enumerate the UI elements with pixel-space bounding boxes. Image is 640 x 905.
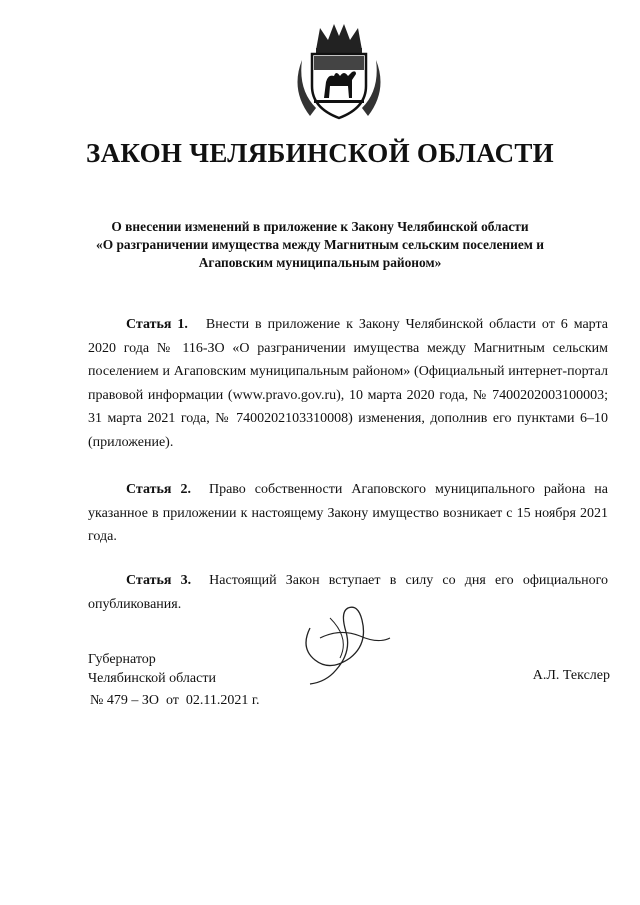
article-text: Настоящий Закон вступает в силу со дня его официального опубликования. bbox=[88, 573, 608, 612]
signer-position bbox=[88, 650, 216, 688]
coat-of-arms-icon bbox=[296, 20, 382, 120]
subtitle-line: О внесении изменений в приложение к Закону Челябинской области bbox=[111, 219, 529, 234]
law-number: № 479 – ЗО от 02.11.2021 г. bbox=[90, 693, 260, 708]
article-2 bbox=[88, 478, 608, 549]
signer-name: А.Л. Текслер bbox=[532, 668, 610, 683]
article-label: Статья 1. bbox=[126, 317, 188, 332]
article-1 bbox=[88, 313, 608, 454]
document-subtitle bbox=[80, 218, 560, 272]
signer-position-line: Губернатор bbox=[88, 652, 156, 667]
signature-icon bbox=[290, 598, 400, 690]
signer-position-line: Челябинской области bbox=[88, 671, 216, 686]
subtitle-line: «О разграничении имущества между Магнитным сельским поселением и bbox=[96, 237, 544, 252]
article-text: Право собственности Агаповского муниципального района на указанное в приложении к настоящему Закону имущество возникает с 15 ноября 2021 года. bbox=[88, 482, 608, 544]
article-label: Статья 3. bbox=[126, 573, 192, 588]
document-title: ЗАКОН ЧЕЛЯБИНСКОЙ ОБЛАСТИ bbox=[86, 138, 554, 168]
subtitle-line: Агаповским муниципальным районом» bbox=[198, 255, 442, 270]
article-text: Внести в приложение к Закону Челябинской области от 6 марта 2020 года № 116-ЗО «О разграничении имущества между Магнитным сельским поселением и Агаповским муниципальным районом» (Официальный интернет-портал правовой информации (www.pravo.gov.ru), 10 марта 2020 года, № 7400202003100003; 31 марта 2021 года, № 7400202103310008) изменения, дополнив его пунктами 6–10 (приложение). bbox=[88, 317, 608, 450]
article-label: Статья 2. bbox=[126, 482, 191, 497]
